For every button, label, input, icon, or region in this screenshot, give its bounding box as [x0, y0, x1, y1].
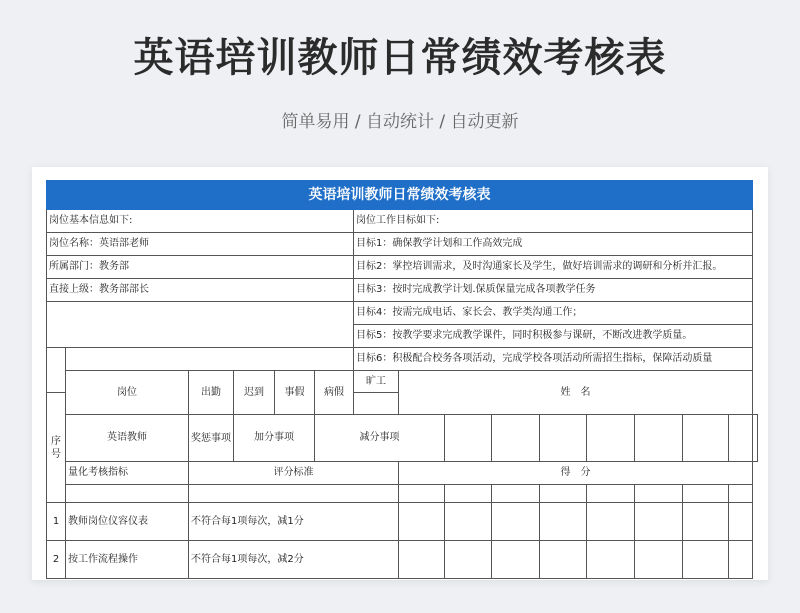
score-header[interactable]: 得 分: [399, 462, 753, 485]
attendance-header[interactable]: 出勤: [189, 371, 234, 415]
score-cell[interactable]: [399, 541, 445, 579]
table-row: [47, 541, 758, 579]
score-cell[interactable]: [399, 503, 445, 541]
kpi-cell[interactable]: 教师岗位仪容仪表: [66, 503, 189, 541]
bonus-items-header[interactable]: 加分事项: [234, 415, 315, 462]
score-cell[interactable]: [445, 503, 492, 541]
performance-sheet: [46, 180, 758, 579]
name-cell[interactable]: [683, 415, 729, 462]
department-cell[interactable]: 所属部门：教务部: [47, 256, 354, 279]
score-cell[interactable]: [445, 485, 492, 503]
score-cell[interactable]: [587, 541, 635, 579]
score-cell[interactable]: [492, 541, 540, 579]
spreadsheet-card: [32, 167, 768, 580]
score-cell[interactable]: [492, 485, 540, 503]
goal-2-cell[interactable]: 目标2：掌控培训需求，及时沟通家长及学生，做好培训需求的调研和分析并汇报。: [354, 256, 753, 279]
score-cell[interactable]: [492, 503, 540, 541]
kpi-spacer-cell[interactable]: [66, 485, 189, 503]
score-cell[interactable]: [635, 503, 683, 541]
supervisor-cell[interactable]: 直接上级：教务部部长: [47, 279, 354, 302]
score-cell[interactable]: [399, 485, 445, 503]
score-cell[interactable]: [683, 541, 729, 579]
score-cell[interactable]: [445, 541, 492, 579]
score-cell[interactable]: [540, 541, 587, 579]
score-cell[interactable]: [540, 485, 587, 503]
goal-1-cell[interactable]: 目标1：确保教学计划和工作高效完成: [354, 233, 753, 256]
sick-leave-header[interactable]: 病假: [315, 371, 354, 415]
page-subtitle: 简单易用 / 自动统计 / 自动更新: [281, 112, 519, 132]
criteria-cell[interactable]: 不符合每1项每次，减1分: [189, 503, 399, 541]
goal-header[interactable]: 岗位工作目标如下:: [354, 210, 753, 233]
sheet-banner: 英语培训教师日常绩效考核表: [47, 181, 753, 210]
position-header[interactable]: 岗位: [66, 371, 189, 415]
reward-penalty-header[interactable]: 奖惩事项: [189, 415, 234, 462]
absent-value-cell[interactable]: [354, 393, 399, 415]
name-cell[interactable]: [753, 415, 758, 462]
criteria-spacer-cell[interactable]: [189, 485, 399, 503]
position-value-cell[interactable]: 英语教师: [66, 415, 189, 462]
score-cell[interactable]: [683, 503, 729, 541]
kpi-header[interactable]: 量化考核指标: [66, 462, 189, 485]
seq-spacer-cell[interactable]: [47, 348, 66, 393]
score-cell[interactable]: [540, 503, 587, 541]
goal-5-cell[interactable]: 目标5：按教学要求完成教学课件，同时积极参与课研，不断改进教学质量。: [354, 325, 753, 348]
criteria-header[interactable]: 评分标准: [189, 462, 399, 485]
kpi-cell[interactable]: 按工作流程操作: [66, 541, 189, 579]
row-number[interactable]: 1: [47, 503, 66, 541]
name-cell[interactable]: [492, 415, 540, 462]
name-cell[interactable]: [445, 415, 492, 462]
name-cell[interactable]: [635, 415, 683, 462]
empty-info-cell[interactable]: [47, 302, 354, 348]
goal-4-cell[interactable]: 目标4：按需完成电话、家长会、教学类沟通工作；: [354, 302, 753, 325]
score-cell[interactable]: [683, 485, 729, 503]
score-cell[interactable]: [587, 485, 635, 503]
goal-6-cell[interactable]: 目标6：积极配合校务各项活动，完成学校各项活动所需招生指标，保障活动质量: [354, 348, 753, 371]
row-number[interactable]: 2: [47, 541, 66, 579]
absent-header[interactable]: 旷工: [354, 371, 399, 393]
position-name-cell[interactable]: 岗位名称：英语部老师: [47, 233, 354, 256]
score-cell[interactable]: [635, 485, 683, 503]
name-header[interactable]: 姓 名: [399, 371, 753, 415]
seq-header[interactable]: 序号: [47, 393, 66, 503]
score-cell[interactable]: [635, 541, 683, 579]
goal-3-cell[interactable]: 目标3：按时完成教学计划.保质保量完成各项教学任务: [354, 279, 753, 302]
name-cell[interactable]: [587, 415, 635, 462]
score-cell[interactable]: [729, 541, 753, 579]
table-row: [47, 503, 758, 541]
deduction-items-header[interactable]: 减分事项: [315, 415, 445, 462]
page-title: 英语培训教师日常绩效考核表: [133, 35, 667, 81]
name-cell[interactable]: [540, 415, 587, 462]
empty-info-cell[interactable]: [66, 348, 354, 371]
late-header[interactable]: 迟到: [234, 371, 275, 415]
score-cell[interactable]: [729, 503, 753, 541]
score-cell[interactable]: [729, 485, 753, 503]
personal-leave-header[interactable]: 事假: [275, 371, 315, 415]
score-cell[interactable]: [587, 503, 635, 541]
criteria-cell[interactable]: 不符合每1项每次，减2分: [189, 541, 399, 579]
basic-info-header[interactable]: 岗位基本信息如下:: [47, 210, 354, 233]
name-cell[interactable]: [729, 415, 753, 462]
